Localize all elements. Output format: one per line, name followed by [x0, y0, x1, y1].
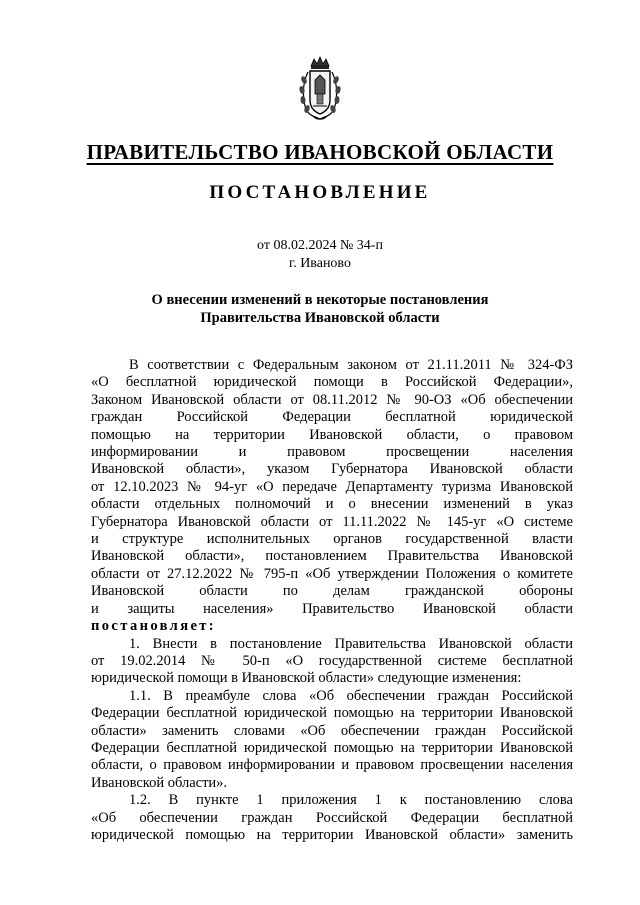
- body-line: Губернатора Ивановской области от 11.11.2022 № 145-уг «О системе: [91, 513, 573, 530]
- resolution-word: постановляет:: [91, 618, 217, 635]
- document-body: [91, 357, 573, 844]
- body-line: Ивановской области», постановлением Правительства Ивановской: [91, 548, 573, 565]
- doc-type-heading: ПОСТАНОВЛЕНИЕ: [209, 182, 431, 203]
- subject-line: О внесении изменений в некоторые постановления: [151, 292, 489, 308]
- body-line: граждан Российской Федерации бесплатной юридической: [91, 409, 573, 426]
- org-title: ПРАВИТЕЛЬСТВО ИВАНОВСКОЙ ОБЛАСТИ: [86, 140, 554, 164]
- doc-reference: [0, 237, 640, 273]
- body-line: информировании и правовом просвещении населения: [91, 444, 573, 461]
- body-line: юридической помощью на территории Ивановской области» заменить: [91, 826, 573, 843]
- body-line: области отдельных полномочий и о внесении изменений в указ: [91, 496, 573, 513]
- body-line: области, о правовом информировании и правовом просвещении населения: [91, 757, 573, 774]
- body-line: «О бесплатной юридической помощи в Российской Федерации»,: [91, 374, 573, 391]
- body-line: и структуре исполнительных органов государственной власти: [91, 531, 573, 548]
- body-line: от 19.02.2014 № 50-п «О государственной системе бесплатной: [91, 652, 573, 669]
- body-line: и защиты населения» Правительство Ивановской области: [91, 600, 573, 617]
- doc-city: г. Иваново: [289, 256, 351, 271]
- body-line: В соответствии с Федеральным законом от 21.11.2011 № 324-ФЗ: [129, 357, 573, 373]
- subject-line: Правительства Ивановской области: [200, 310, 440, 326]
- body-line: юридической помощи в Ивановской области» следующие изменения:: [91, 670, 522, 687]
- body-line: «Об обеспечении граждан Российской Федерации бесплатной: [91, 809, 573, 826]
- body-line: области» заменить словами «Об обеспечении граждан Российской: [91, 722, 573, 739]
- body-line: Ивановской области по делам гражданской обороны: [91, 583, 573, 600]
- doc-number-date: от 08.02.2024 № 34-п: [257, 238, 383, 253]
- coat-of-arms-icon: [296, 56, 344, 122]
- body-line: Федерации бесплатной юридической помощью на территории Ивановской: [91, 705, 573, 722]
- body-line: помощью на территории Ивановской области, о правовом: [91, 426, 573, 443]
- body-line: Ивановской области».: [91, 774, 228, 791]
- body-line: области от 27.12.2022 № 795-п «Об утверждении Положения о комитете: [91, 565, 573, 582]
- body-line: Ивановской области», указом Губернатора Ивановской области: [91, 461, 573, 478]
- body-line: Законом Ивановской области от 08.11.2012 № 90-ОЗ «Об обеспечении: [91, 391, 573, 408]
- body-line: 1.2. В пункте 1 приложения 1 к постановлению слова: [129, 792, 573, 809]
- body-line: 1.1. В преамбуле слова «Об обеспечении граждан Российской: [129, 687, 573, 704]
- body-line: от 12.10.2023 № 94-уг «О передаче Департаменту туризма Ивановской: [91, 478, 573, 495]
- body-line: Федерации бесплатной юридической помощью на территории Ивановской: [91, 739, 573, 756]
- body-line: 1. Внести в постановление Правительства Ивановской области: [129, 635, 573, 652]
- doc-subject: [0, 291, 640, 327]
